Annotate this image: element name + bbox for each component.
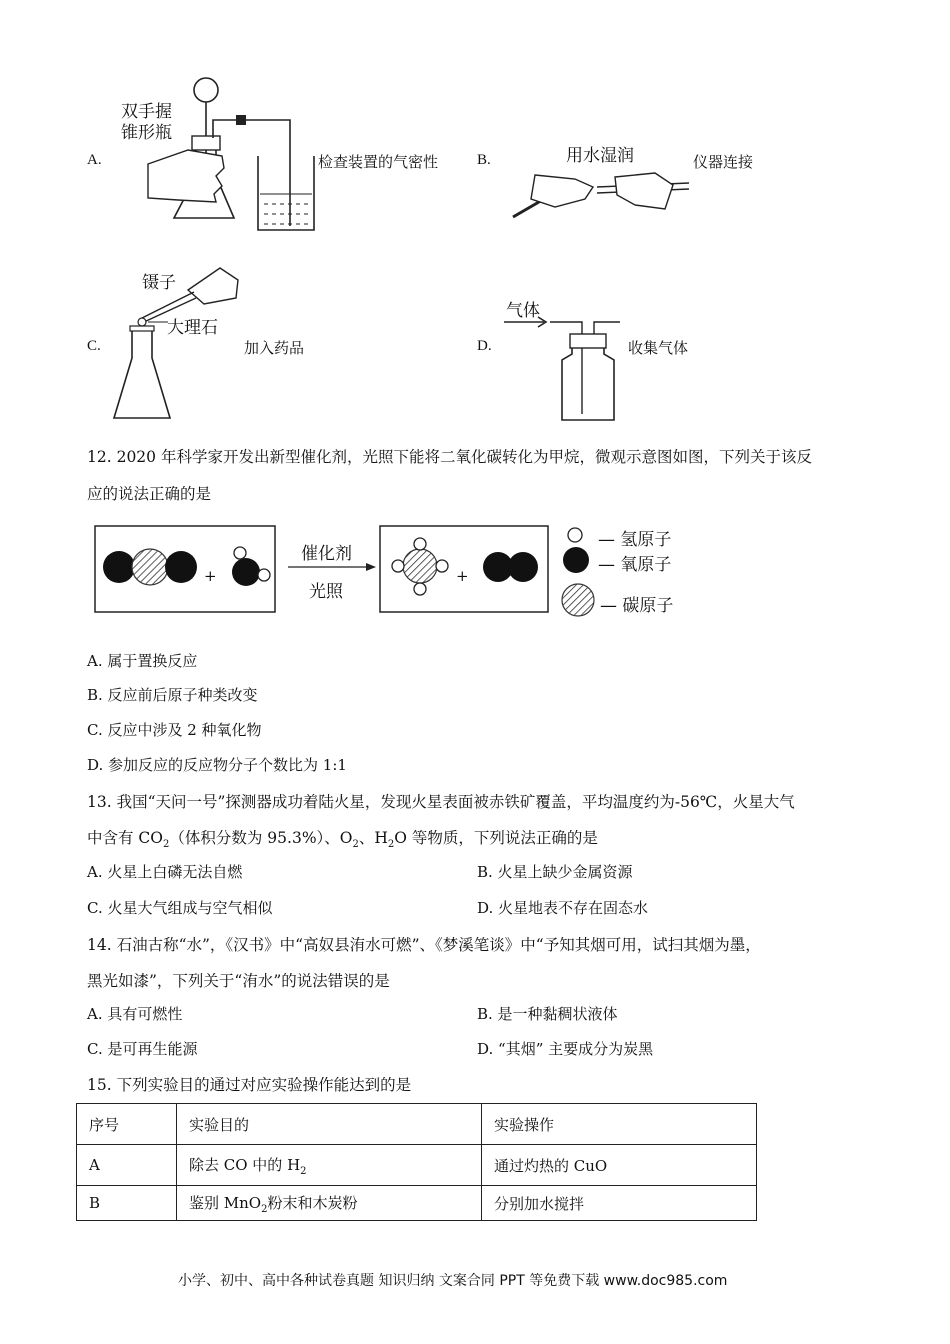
h2o-hydrogen-atom-2 xyxy=(258,569,270,581)
q12-option-b: B. 反应前后原子种类改变 xyxy=(87,686,258,704)
fig-label-tweezers: 镊子 xyxy=(142,273,176,293)
option-a-letter: A. xyxy=(87,152,102,168)
fig-label-marble: 大理石 xyxy=(167,318,218,338)
legend-hydrogen-symbol xyxy=(568,528,582,542)
option-b-caption: 仪器连接 xyxy=(693,153,754,171)
q12-option-c: C. 反应中涉及 2 种氧化物 xyxy=(87,721,262,739)
experiment-table xyxy=(76,1103,757,1221)
table-row xyxy=(77,1145,757,1186)
gas-collection-figure xyxy=(500,312,630,424)
ch4-hydrogen-atom-bottom xyxy=(414,583,426,595)
q13-option-b: B. 火星上缺少金属资源 xyxy=(477,863,633,881)
option-c-caption: 加入药品 xyxy=(244,339,305,357)
option-a-caption: 检查装置的气密性 xyxy=(318,153,439,171)
co2-oxygen-atom-right xyxy=(165,551,197,583)
row-a-operation: 通过灼热的 CuO xyxy=(482,1145,757,1186)
header-purpose: 实验目的 xyxy=(177,1104,482,1145)
ch4-carbon-atom xyxy=(403,549,437,583)
q13-option-a: A. 火星上白磷无法自燃 xyxy=(87,863,243,881)
q14-option-c: C. 是可再生能源 xyxy=(87,1040,198,1058)
page-footer: 小学、初中、高中各种试卷真题 知识归纳 文案合同 PPT 等免费下载 www.doc985.com xyxy=(178,1273,728,1289)
legend-oxygen-symbol xyxy=(563,547,589,573)
arrow-label-catalyst: 催化剂 xyxy=(301,544,352,564)
legend-carbon-symbol xyxy=(562,584,594,616)
row-a-id: A xyxy=(77,1145,177,1186)
tube-connection-figure xyxy=(505,165,695,230)
q12-stem-line2: 应的说法正确的是 xyxy=(87,485,212,503)
legend-hydrogen-label: — 氢原子 xyxy=(598,530,672,550)
arrow-label-light: 光照 xyxy=(309,582,343,602)
header-operation: 实验操作 xyxy=(482,1104,757,1145)
q13-option-c: C. 火星大气组成与空气相似 xyxy=(87,899,273,917)
fig-label-gas: 气体 xyxy=(506,301,540,321)
o2-oxygen-atom-2 xyxy=(508,552,538,582)
q12-stem-line1: 12. 2020 年科学家开发出新型催化剂，光照下能将二氧化碳转化为甲烷，微观示意图如图，下列关于该反 xyxy=(87,448,812,466)
ch4-hydrogen-atom-left xyxy=(392,560,404,572)
q14-stem-line1: 14. 石油古称“水”，《汉书》中“高奴县洧水可燃”、《梦溪笔谈》中“予知其烟可用，试扫其烟为墨， xyxy=(87,936,761,954)
co2-oxygen-atom-left xyxy=(103,551,135,583)
option-d-caption: 收集气体 xyxy=(628,339,689,357)
legend-carbon-label: — 碳原子 xyxy=(600,596,674,616)
q13-option-d: D. 火星地表不存在固态水 xyxy=(477,899,649,917)
fig-label-hold-flask: 双手握 锥形瓶 xyxy=(121,102,172,143)
row-b-purpose: 鉴别 MnO$_2$粉末和木炭粉 xyxy=(177,1186,482,1221)
row-b-operation: 分别加水搅拌 xyxy=(482,1186,757,1221)
table-row xyxy=(77,1186,757,1221)
airtight-check-figure xyxy=(118,76,318,236)
h2o-hydrogen-atom-1 xyxy=(234,547,246,559)
h2o-oxygen-atom xyxy=(232,558,260,586)
option-c-letter: C. xyxy=(87,338,101,354)
q14-option-b: B. 是一种黏稠状液体 xyxy=(477,1005,618,1023)
ch4-hydrogen-atom-right xyxy=(436,560,448,572)
q13-stem-line2: 中含有 $CO_2$（体积分数为 95.3%）、$O_2$、$H_2O$ 等物质，下列说法正确的是 xyxy=(87,829,598,851)
q14-option-d: D. “其烟” 主要成分为炭黑 xyxy=(477,1040,654,1058)
plus-sign-right: + xyxy=(456,567,469,585)
fig-label-wet: 用水湿润 xyxy=(566,146,634,166)
table-header-row xyxy=(77,1104,757,1145)
option-b-letter: B. xyxy=(477,152,491,168)
co2-carbon-atom xyxy=(132,549,168,585)
q15-stem: 15. 下列实验目的通过对应实验操作能达到的是 xyxy=(87,1076,412,1094)
option-d-letter: D. xyxy=(477,338,492,354)
ch4-hydrogen-atom-top xyxy=(414,538,426,550)
header-index: 序号 xyxy=(77,1104,177,1145)
row-b-id: B xyxy=(77,1186,177,1221)
q13-stem-line1: 13. 我国“天问一号”探测器成功着陆火星，发现火星表面被赤铁矿覆盖，平均温度约为-56℃，火星大气 xyxy=(87,793,795,811)
q12-option-d: D. 参加反应的反应物分子个数比为 1:1 xyxy=(87,756,347,774)
legend-oxygen-label: — 氧原子 xyxy=(598,555,672,575)
plus-sign-left: + xyxy=(204,567,217,585)
q14-stem-line2: 黑光如漆”，下列关于“洧水”的说法错误的是 xyxy=(87,972,390,990)
q14-option-a: A. 具有可燃性 xyxy=(87,1005,183,1023)
add-reagent-figure xyxy=(108,262,243,424)
q12-option-a: A. 属于置换反应 xyxy=(87,652,198,670)
row-a-purpose: 除去 CO 中的 $H_2$ xyxy=(177,1145,482,1186)
